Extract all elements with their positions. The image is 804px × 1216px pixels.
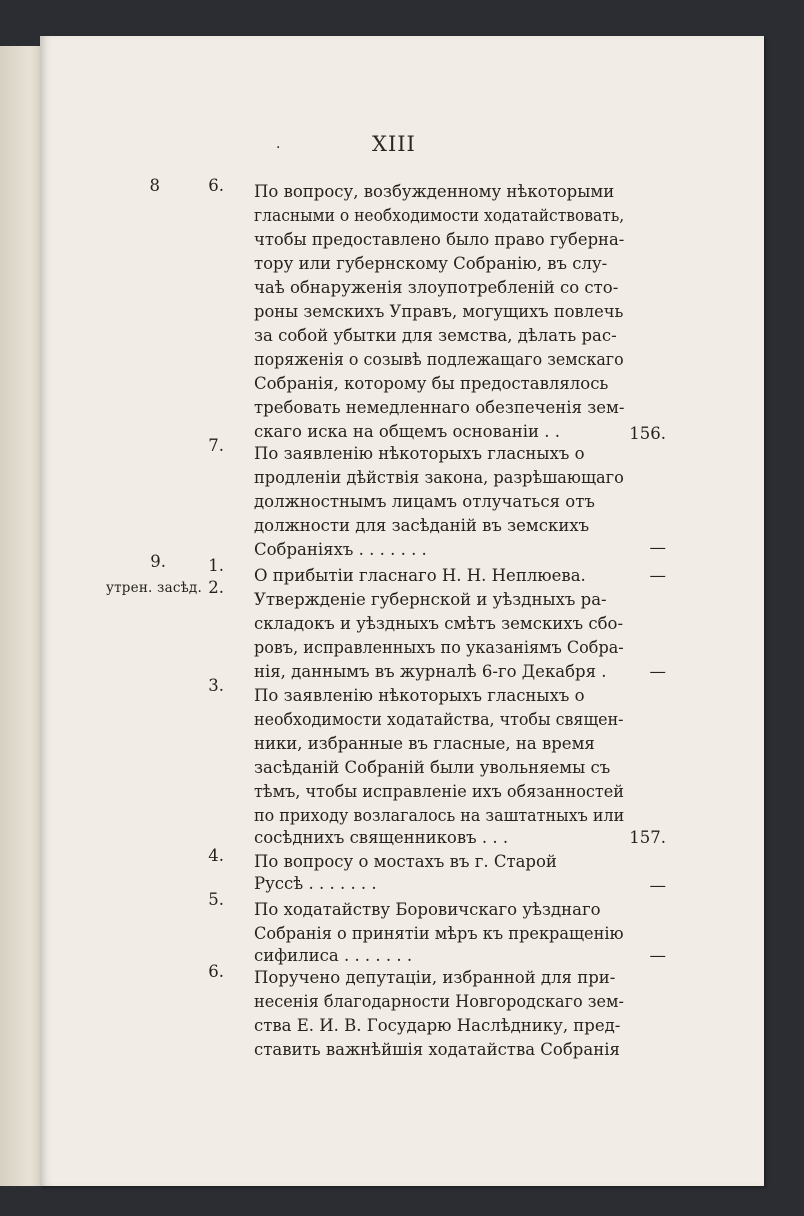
- entry-line: несенія благодарности Новгородскаго зем-: [254, 992, 624, 1011]
- entry-line: должностнымъ лицамъ отлучаться отъ: [254, 492, 595, 511]
- entry-line: должности для засѣданій въ земскихъ: [254, 516, 590, 535]
- entry-line: поряженія о созывѣ подлежащаго земскаго: [254, 350, 624, 369]
- entry-line: засѣданій Собраній были увольняемы съ: [254, 758, 611, 777]
- entry-line: Утвержденіе губернской и уѣздныхъ ра-: [254, 590, 607, 609]
- session-number: 8: [149, 176, 160, 195]
- entry-line: чаѣ обнаруженія злоупотребленій со сто-: [254, 278, 619, 297]
- entry-line: ровъ, исправленныхъ по указаніямъ Собра-: [254, 638, 624, 657]
- page-dot: ·: [276, 140, 281, 156]
- entry-line: тору или губернскому Собранію, въ слу-: [254, 254, 608, 273]
- entry-line: требовать немедленнаго обезпеченія зем-: [254, 398, 625, 417]
- entry-line: сифилиса . . . . . . .: [254, 946, 413, 965]
- entry-line: По заявленію нѣкоторыхъ гласныхъ о: [254, 444, 585, 463]
- page-reference: —: [649, 538, 666, 557]
- entry-line: продленіи дѣйствія закона, разрѣшающаго: [254, 468, 624, 487]
- entry-line: Поручено депутаціи, избранной для при-: [254, 968, 616, 987]
- item-number: 1.: [208, 556, 224, 575]
- entry-line: ники, избранные въ гласные, на время: [254, 734, 595, 753]
- entry-line: скаго иска на общемъ основаніи . .: [254, 422, 560, 441]
- entry-line: за собой убытки для земства, дѣлать рас-: [254, 326, 617, 345]
- item-number: 6.: [208, 176, 224, 195]
- item-number: 3.: [208, 676, 224, 695]
- entry-line: роны земскихъ Управъ, могущихъ повлечь: [254, 302, 624, 321]
- entry-line: По ходатайству Боровичскаго уѣзднаго: [254, 900, 601, 919]
- item-number: 6.: [208, 962, 224, 981]
- session-number: 9.: [150, 552, 166, 571]
- item-number: 7.: [208, 436, 224, 455]
- page-reference: 156.: [629, 424, 666, 443]
- item-number: 5.: [208, 890, 224, 909]
- page-reference: —: [649, 876, 666, 895]
- entry-line: По заявленію нѣкоторыхъ гласныхъ о: [254, 686, 585, 705]
- entry-line: нія, даннымъ въ журналѣ 6-го Декабря .: [254, 662, 607, 681]
- entry-line: Собранія о принятіи мѣръ къ прекращенію: [254, 924, 624, 943]
- entry-line: тѣмъ, чтобы исправленіе ихъ обязанностей: [254, 782, 624, 801]
- entry-line: Собраніяхъ . . . . . . .: [254, 540, 427, 559]
- session-note: утрен. засѣд.: [106, 580, 202, 596]
- entry-line: О прибытіи гласнаго Н. Н. Неплюева.: [254, 566, 586, 585]
- entry-line: ства Е. И. В. Государю Наслѣднику, пред-: [254, 1016, 621, 1035]
- item-number: 4.: [208, 846, 224, 865]
- page-reference: —: [649, 662, 666, 681]
- page-reference: 157.: [629, 828, 666, 847]
- entry-line: По вопросу о мостахъ въ г. Старой: [254, 852, 557, 871]
- entry-line: гласными о необходимости ходатайствовать,: [254, 206, 625, 225]
- entry-line: чтобы предоставлено было право губерна-: [254, 230, 625, 249]
- entry-line: складокъ и уѣздныхъ смѣтъ земскихъ сбо-: [254, 614, 624, 633]
- entry-line: Собранія, которому бы предоставлялось: [254, 374, 609, 393]
- entry-line: необходимости ходатайства, чтобы священ-: [254, 710, 624, 729]
- page-number: XIII: [372, 132, 416, 156]
- entry-line: По вопросу, возбужденному нѣкоторыми: [254, 182, 615, 201]
- page-reference: —: [649, 946, 666, 965]
- entry-line: сосѣднихъ священниковъ . . .: [254, 828, 509, 847]
- entry-line: ставить важнѣйшія ходатайства Собранія: [254, 1040, 620, 1059]
- entry-line: Руссѣ . . . . . . .: [254, 874, 377, 893]
- item-number: 2.: [208, 578, 224, 597]
- page-reference: —: [649, 566, 666, 585]
- entry-line: по приходу возлагалось на заштатныхъ или: [254, 806, 625, 825]
